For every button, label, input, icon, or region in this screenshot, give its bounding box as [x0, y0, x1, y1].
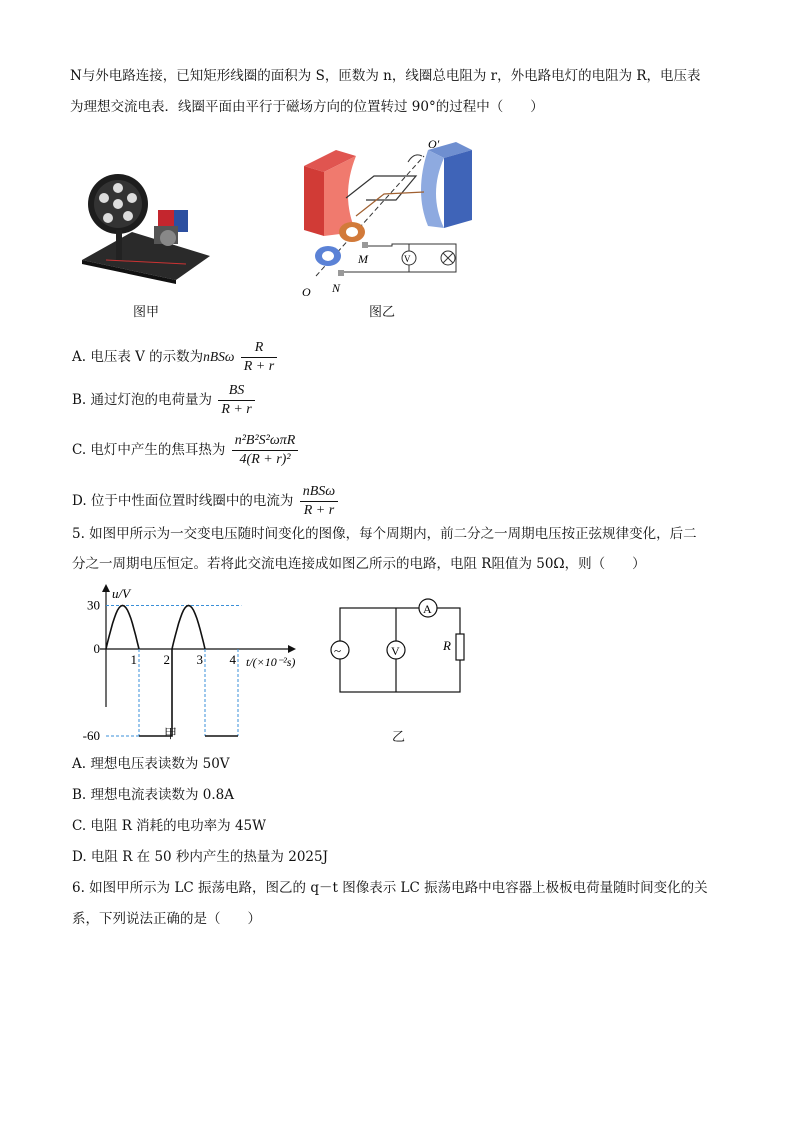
q5-option-a: A. 理想电压表读数为 50V	[72, 756, 230, 772]
intro-line-2: 为理想交流电表．线圈平面由平行于磁场方向的位置转过 90°的过程中（ ）	[70, 99, 544, 115]
q4-option-b: B. 通过灯泡的电荷量为 $\frac{BS}{R + r}$	[72, 383, 255, 418]
x-tick-label-1: 1	[130, 652, 137, 667]
diagram-voltmeter-label: V	[404, 254, 411, 264]
graph-xlabel: t/(×10⁻²s)	[246, 655, 296, 669]
voltage-time-graph	[70, 582, 320, 743]
q6-line-2: 系，下列说法正确的是（ ）	[72, 911, 261, 927]
intro-line-1: N与外电路连接，已知矩形线圈的面积为 S，匝数为 n，线圈总电阻为 r，外电路电灯的电阻为 R，电压表	[70, 68, 701, 84]
q6-line-1: 6. 如图甲所示为 LC 振荡电路，图乙的 q－t 图像表示 LC 振荡电路中电容器上极板电荷量随时间变化的关	[72, 880, 708, 896]
circuit-diagram	[330, 594, 470, 698]
diagram-label-m: M	[358, 252, 368, 266]
q5-option-c: C. 电阻 R 消耗的电功率为 45W	[72, 818, 267, 834]
generator-diagram	[296, 136, 476, 301]
y-tick-label-neg60: -60	[82, 728, 100, 743]
voltmeter-label: V	[391, 644, 400, 658]
ammeter-label: A	[423, 602, 432, 616]
diagram-label-n: N	[332, 281, 341, 295]
q4-option-d: D. 位于中性面位置时线圈中的电流为 $\frac{\text{nBSω}}{R + r}$	[72, 484, 338, 519]
resistor-icon	[456, 634, 464, 660]
source-symbol: ~	[334, 643, 342, 658]
fig-jia-caption: 图甲	[133, 305, 160, 320]
fig-yi-caption: 图乙	[369, 305, 396, 320]
circuit-caption: 乙	[392, 730, 406, 745]
diagram-label-o-prime: O′	[428, 137, 440, 151]
graph-ylabel: u/V	[112, 586, 131, 601]
x-tick-label-2: 2	[163, 652, 170, 667]
q5-option-d: D. 电阻 R 在 50 秒内产生的热量为 2025J	[72, 849, 328, 865]
diagram-label-o: O	[302, 285, 311, 299]
y-tick-label-0: 0	[93, 641, 100, 656]
generator-photo	[76, 160, 216, 285]
graph-caption: 甲	[164, 727, 178, 742]
y-tick-label-30: 30	[87, 597, 100, 613]
x-tick-label-4: 4	[229, 652, 236, 667]
q5-option-b: B. 理想电流表读数为 0.8A	[72, 787, 235, 803]
q4-option-c: C. 电灯中产生的焦耳热为 $\frac{\text{n²B²S²ωπR}}{\text{4(R + r)²}}$	[72, 433, 298, 468]
resistor-label: R	[443, 638, 451, 653]
q5-line-2: 分之一周期电压恒定。若将此交流电连接成如图乙所示的电路，电阻 R阻值为 50Ω，则（ ）	[72, 556, 646, 572]
q5-line-1: 5. 如图甲所示为一交变电压随时间变化的图像，每个周期内，前二分之一周期电压按正弦规律变化，后二	[72, 526, 697, 542]
x-tick-label-3: 3	[196, 652, 203, 667]
q4-option-a: A. 电压表 V 的示数为nBSω $\frac{R}{R + r}$	[72, 340, 277, 375]
